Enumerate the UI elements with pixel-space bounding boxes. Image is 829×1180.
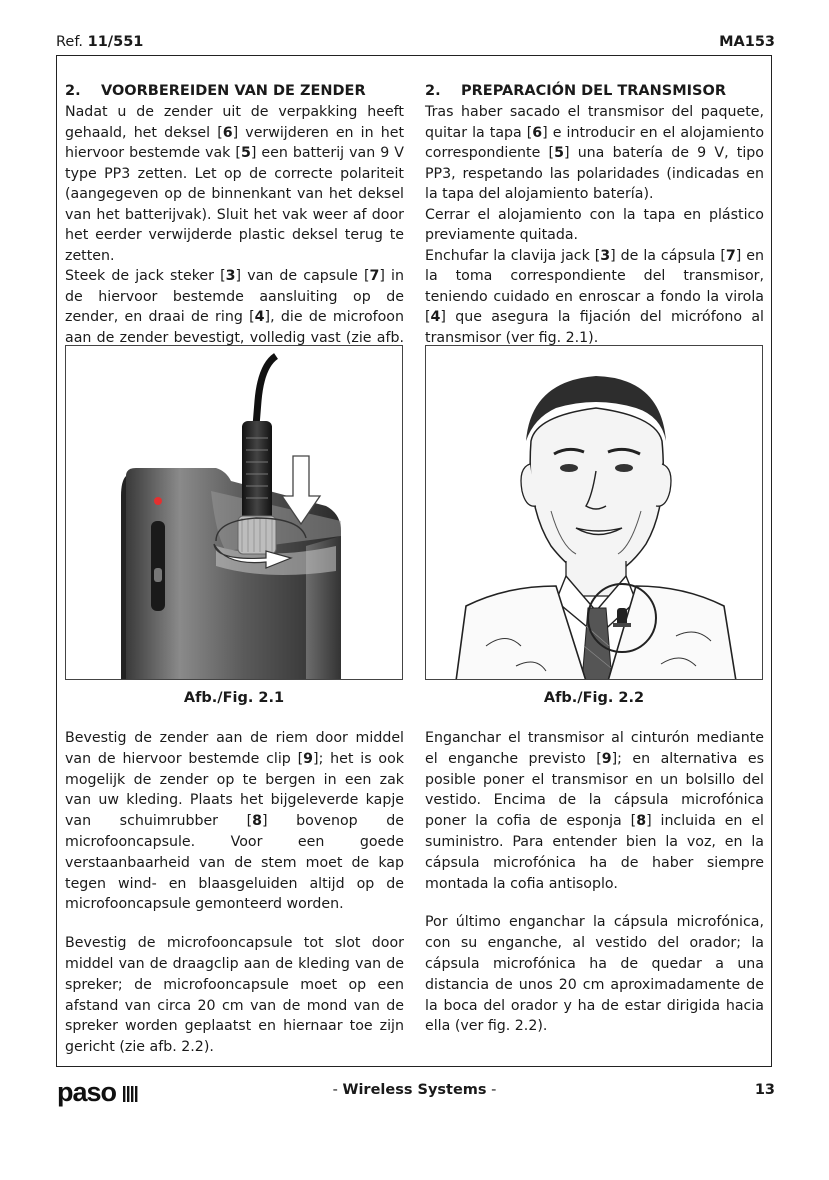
reference: [56, 34, 143, 50]
dutch-column: [65, 80, 404, 369]
paragraph-nl-3: Bevestig de zender aan de riem door middel van de hiervoor bestemde clip [9]; het is ook mogelijk de zender op te bergen in een zak van uw kleding. Plaats het bijgeleverde kapje van schuimrubber [8] bovenop de microfooncapsule. Voor een goede verstaanbaarheid van de stem moet de kap tegen wind- en blaasgeluiden altijd op de microfooncapsule gemonteerd worden.: [65, 730, 404, 913]
model-code: MA153: [719, 34, 775, 50]
figure-transmitter: [65, 345, 403, 680]
speaker-illustration: [426, 346, 763, 680]
section-title-nl: 2. VOORBEREIDEN VAN DE ZENDER: [65, 83, 366, 99]
svg-text:paso: paso: [57, 1078, 117, 1107]
paragraph-es-1: Tras haber sacado el transmisor del paquete, quitar la tapa [6] e introducir en el alojamiento correspondiente [5] una batería de 9 V, tipo PP3, respetando las polaridades (indicadas en la tapa del alojamiento batería).: [425, 104, 764, 202]
paragraph-nl-2: Steek de jack steker [3] van de capsule [7] in de hiervoor bestemde aansluiting op de zender, en draai de ring [4], die de microfoon aan de zender bevestigt, volledig vast (zie afb.: [65, 268, 404, 346]
paragraph-es-2: Cerrar el alojamiento con la tapa en plástico previamente quitada.: [425, 206, 764, 243]
page-number: 13: [754, 1082, 775, 1098]
paragraph-nl-4: Bevestig de microfooncapsule tot slot door middel van de draagclip aan de kleding van de spreker; de microfooncapsule moet op een afstand van circa 20 cm van de mond van de spreker worden geplaatst en hiernaar toe zijn gericht (zie afb. 2.2).: [65, 935, 404, 1056]
figure-caption-2-2: Afb./Fig. 2.2: [543, 690, 645, 706]
footer-title: - Wireless Systems -: [332, 1082, 497, 1098]
paragraph-es-3: Enchufar la clavija jack [3] de la cápsula [7] en la toma correspondiente del transmisor, teniendo cuidado en enroscar a fondo la virola [4] que asegura la fijación del micrófono al transmisor (ver fig. 2.1).: [425, 247, 764, 346]
paragraph-es-4: Enganchar el transmisor al cinturón mediante el enganche previsto [9]; en alternativa es posible poner el transmisor en un bolsillo del vestido. Encima de la cápsula microfónica poner la cofia de esponja [8] incluida en el suministro. Para entender bien la voz, en la cápsula microfónica ha de haber siempre montada la cofia antisoplo.: [425, 730, 764, 892]
figure-caption-2-1: Afb./Fig. 2.1: [183, 690, 285, 706]
section-title-es: 2. PREPARACIÓN DEL TRANSMISOR: [425, 83, 726, 99]
dutch-lower-text: [65, 728, 404, 1058]
paragraph-es-5: Por último enganchar la cápsula microfónica, con su enganche, al vestido del orador; la cápsula microfónica ha de quedar a una distancia de unos 20 cm aproximadamente de la boca del orador y ha de estar dirigida hacia ella (ver fig. 2.2).: [425, 914, 764, 1035]
figure-speaker: [425, 345, 763, 680]
ref-label: Ref.: [56, 34, 84, 50]
transmitter-illustration: [66, 346, 403, 680]
ref-value: 11/551: [87, 34, 144, 50]
paragraph-nl-1: Nadat u de zender uit de verpakking heeft gehaald, het deksel [6] verwijderen en in het hiervoor bestemde vak [5] een batterij van 9 V type PP3 zetten. Let op de correcte polariteit (aangegeven op de binnenkant van het deksel van het batterijvak). Sluit het vak weer af door het eerder verwijderde plastic deksel terug te zetten.: [65, 104, 405, 264]
spanish-lower-text: [425, 728, 764, 1037]
spanish-column: [425, 80, 764, 348]
